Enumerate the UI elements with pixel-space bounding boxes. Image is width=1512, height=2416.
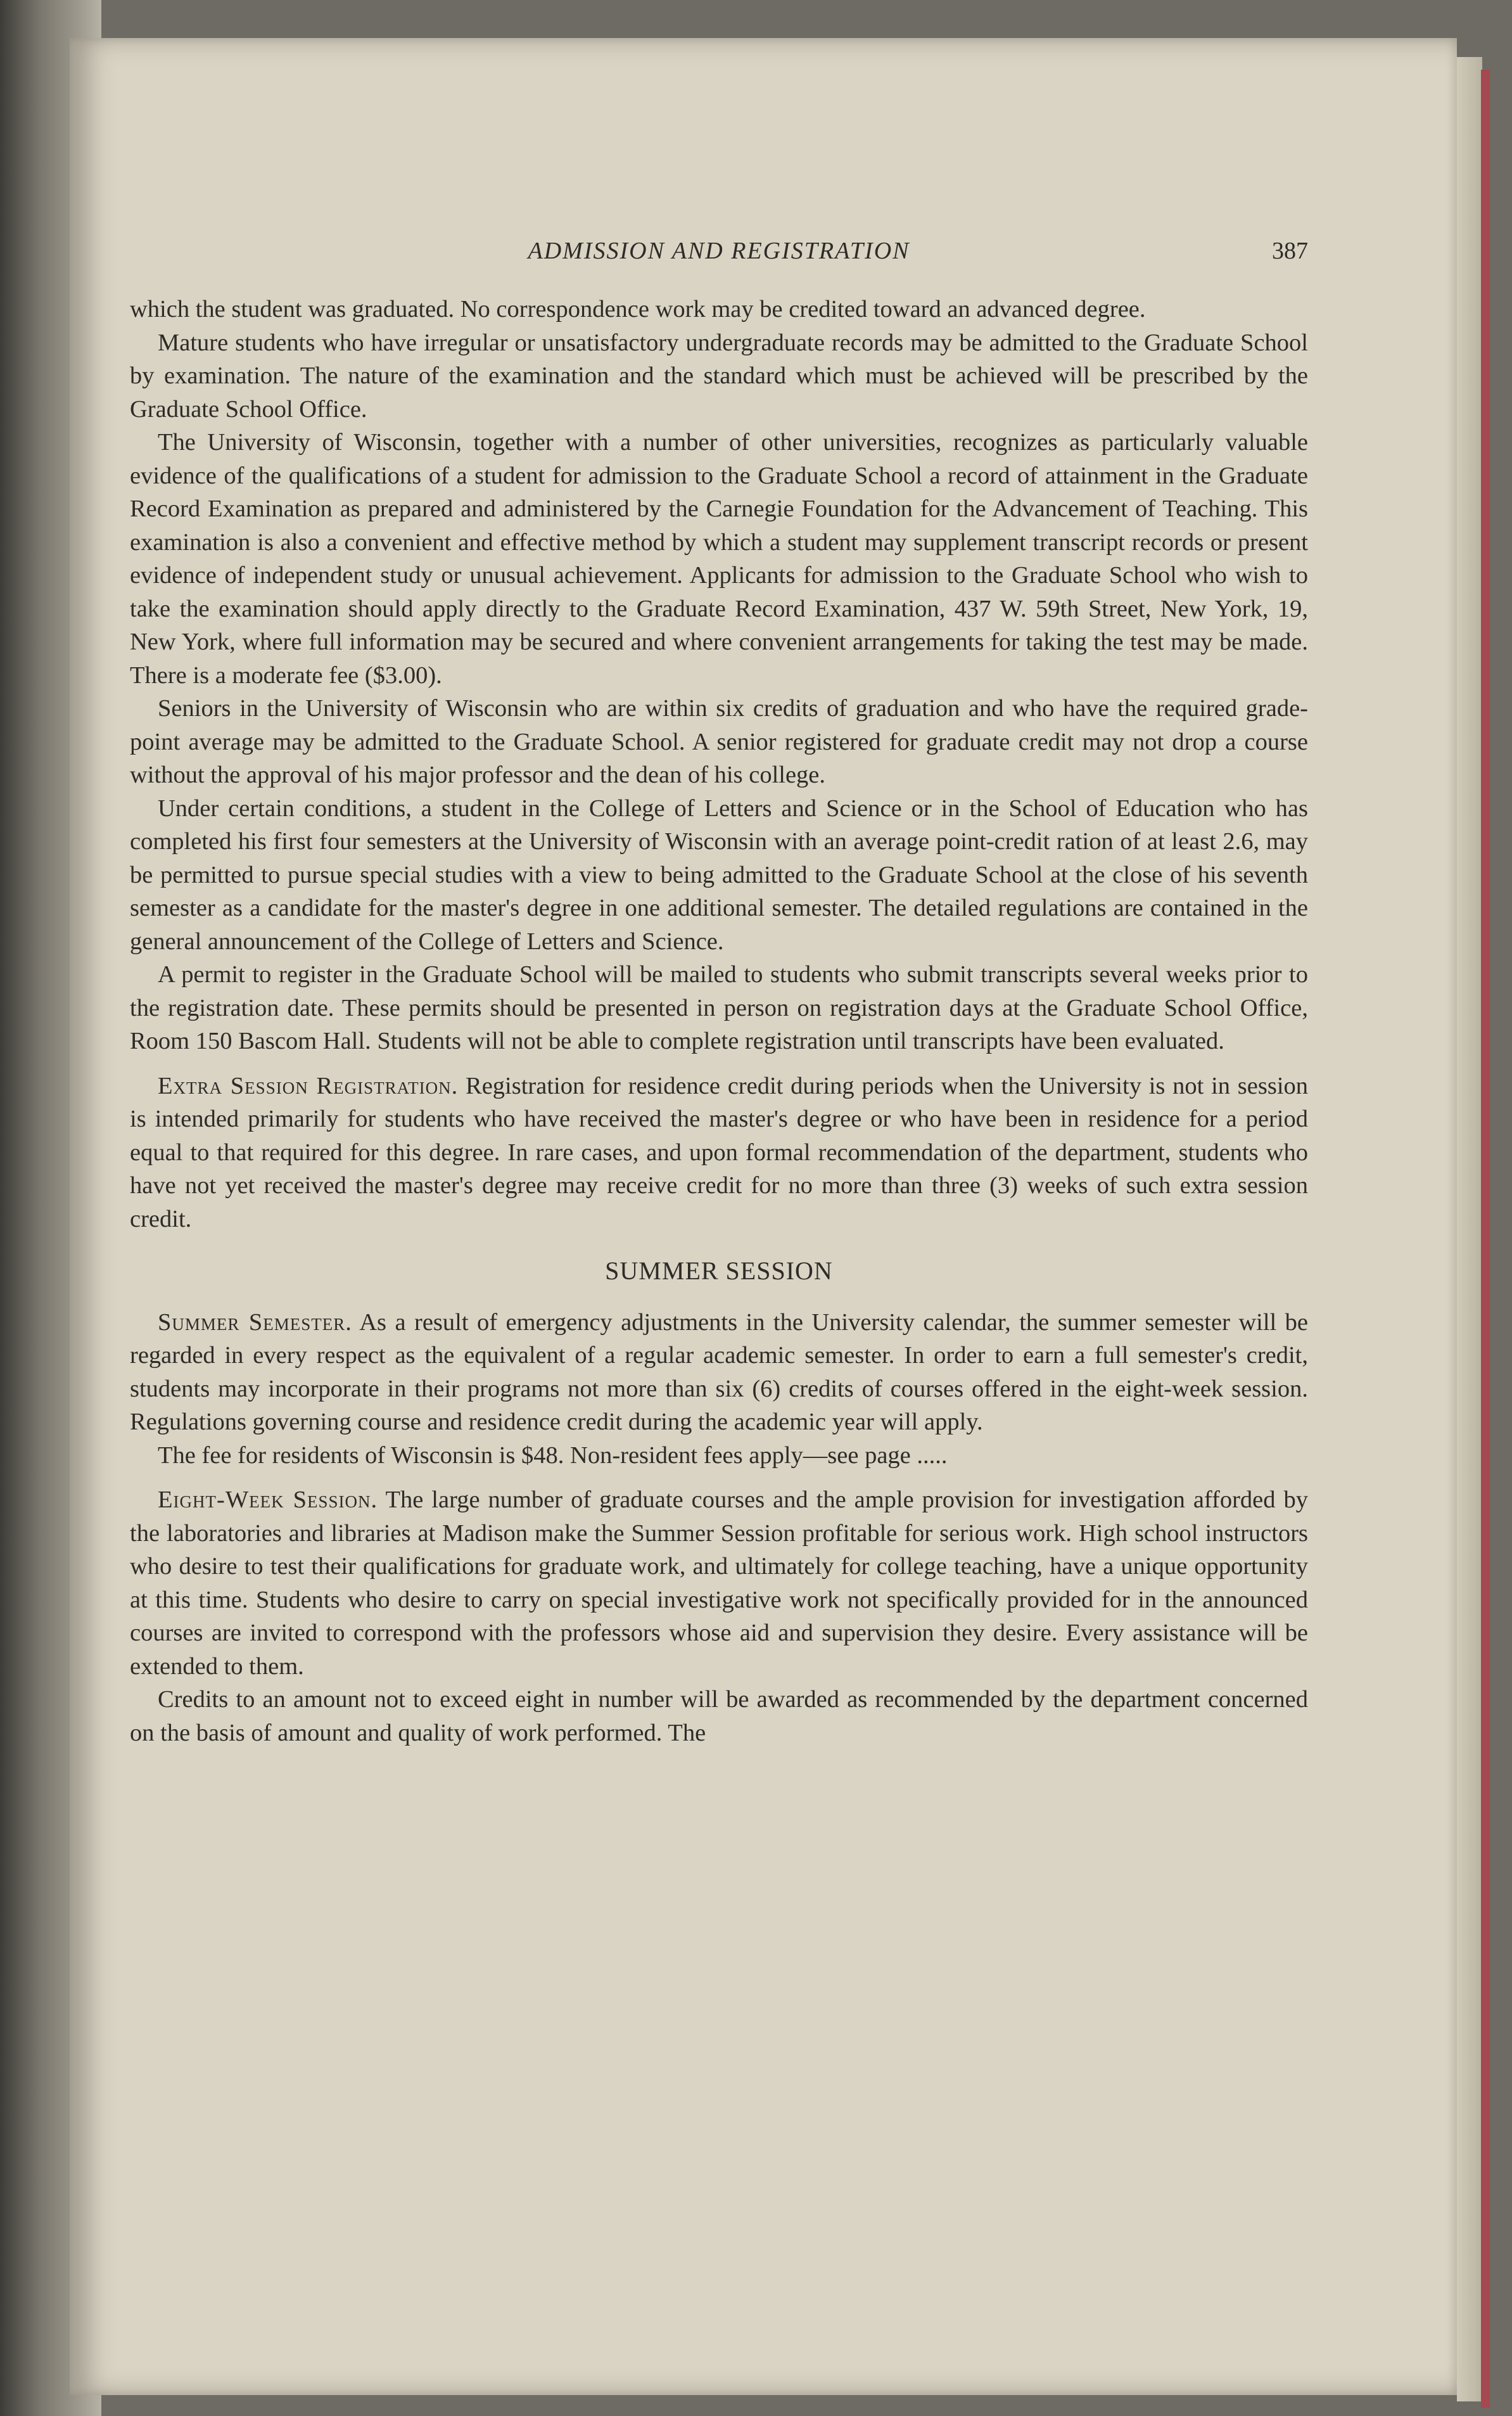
paragraph: Under certain conditions, a student in the College of Letters and Science or in the School of Education who has completed his first four semesters at the University of Wisconsin with an average point-credit ration of at least 2.6, may be permitted to pursue special studies with a view to being admitted to the Graduate School at the close of his seventh semester as a candidate for the master's degree in one additional semester. The detailed regulations are contained in the general announcement of the College of Letters and Science.	[130, 795, 1308, 955]
run-in-heading: Extra Session Registration.	[158, 1072, 459, 1099]
paragraph-body: The large number of graduate courses and the ample provision for investigation afforded by the laboratories and libraries at Madison make the Summer Session profitable for serious work. High school instructors who desire to test their qualifications for graduate work, and ultimately for college teaching, have a unique opportunity at this time. Students who desire to carry on special investigative work not specifically provided for in the announced courses are invited to correspond with the professors whose aid and supervision they desire. Every assistance will be extended to them.	[130, 1486, 1308, 1680]
red-binding-edge	[1481, 70, 1490, 2408]
paragraph: Mature students who have irregular or unsatisfactory undergraduate records may be admitted to the Graduate School by examination. The nature of the examination and the standard which must be achieved will be prescribed by the Graduate School Office.	[130, 329, 1308, 423]
paragraph-body: Registration for residence credit during periods when the University is not in session is intended primarily for students who have received the master's degree or who have been in residence for a period equal to that required for this degree. In rare cases, and upon formal recommendation of the department, students who have not yet received the master's degree may receive credit for no more than three (3) weeks of such extra session credit.	[130, 1072, 1309, 1232]
page-stack-edge	[1457, 57, 1482, 2401]
paragraph-summer-semester	[130, 1306, 1308, 1439]
run-in-heading: Summer Semester.	[158, 1308, 352, 1336]
paragraph: Seniors in the University of Wisconsin who are within six credits of graduation and who have the required grade-point average may be admitted to the Graduate School. A senior registered for graduate credit may not drop a course without the approval of his major professor and the dean of his college.	[130, 695, 1308, 788]
run-in-heading: Eight-Week Session.	[158, 1486, 378, 1513]
paragraph: The fee for residents of Wisconsin is $48. Non-resident fees apply—see page .....	[158, 1441, 948, 1469]
page-text-block	[130, 234, 1308, 1749]
section-heading: SUMMER SESSION	[605, 1256, 833, 1285]
running-head	[130, 234, 1308, 272]
paragraph: which the student was graduated. No correspondence work may be credited toward an advanced degree.	[130, 296, 1146, 323]
running-title: ADMISSION AND REGISTRATION	[528, 238, 910, 264]
paragraph: The University of Wisconsin, together with a number of other universities, recognizes as particularly valuable evidence of the qualifications of a student for admission to the Graduate School a record of attainment in the Graduate Record Examination as prepared and administered by the Carnegie Foundation for the Advancement of Teaching. This examination is also a convenient and effective method by which a student may supplement transcript records or present evidence of independent study or unusual achievement. Applicants for admission to the Graduate School who wish to take the examination should apply directly to the Graduate Record Examination, 437 W. 59th Street, New York, 19, New York, where full information may be secured and where convenient arrangements for taking the test may be made. There is a moderate fee ($3.00).	[130, 429, 1308, 689]
paragraph-body: As a result of emergency adjustments in the University calendar, the summer semester will be regarded in every respect as the equivalent of a regular academic semester. In order to earn a full semester's credit, students may incorporate in their programs not more than six (6) credits of courses offered in the eight-week session. Regulations governing course and residence credit during the academic year will apply.	[130, 1308, 1309, 1435]
paragraph: A permit to register in the Graduate School will be mailed to students who submit transcripts several weeks prior to the registration date. These permits should be presented in person on registration days at the Graduate School Office, Room 150 Bascom Hall. Students will not be able to complete registration until transcripts have been evaluated.	[130, 961, 1308, 1054]
paragraph-extra-session	[130, 1070, 1308, 1236]
page-number: 387	[1272, 238, 1308, 264]
paragraph: Credits to an amount not to exceed eight in number will be awarded as recommended by the department concerned on the basis of amount and quality of work performed. The	[130, 1686, 1308, 1746]
paragraph-eight-week	[130, 1483, 1308, 1683]
